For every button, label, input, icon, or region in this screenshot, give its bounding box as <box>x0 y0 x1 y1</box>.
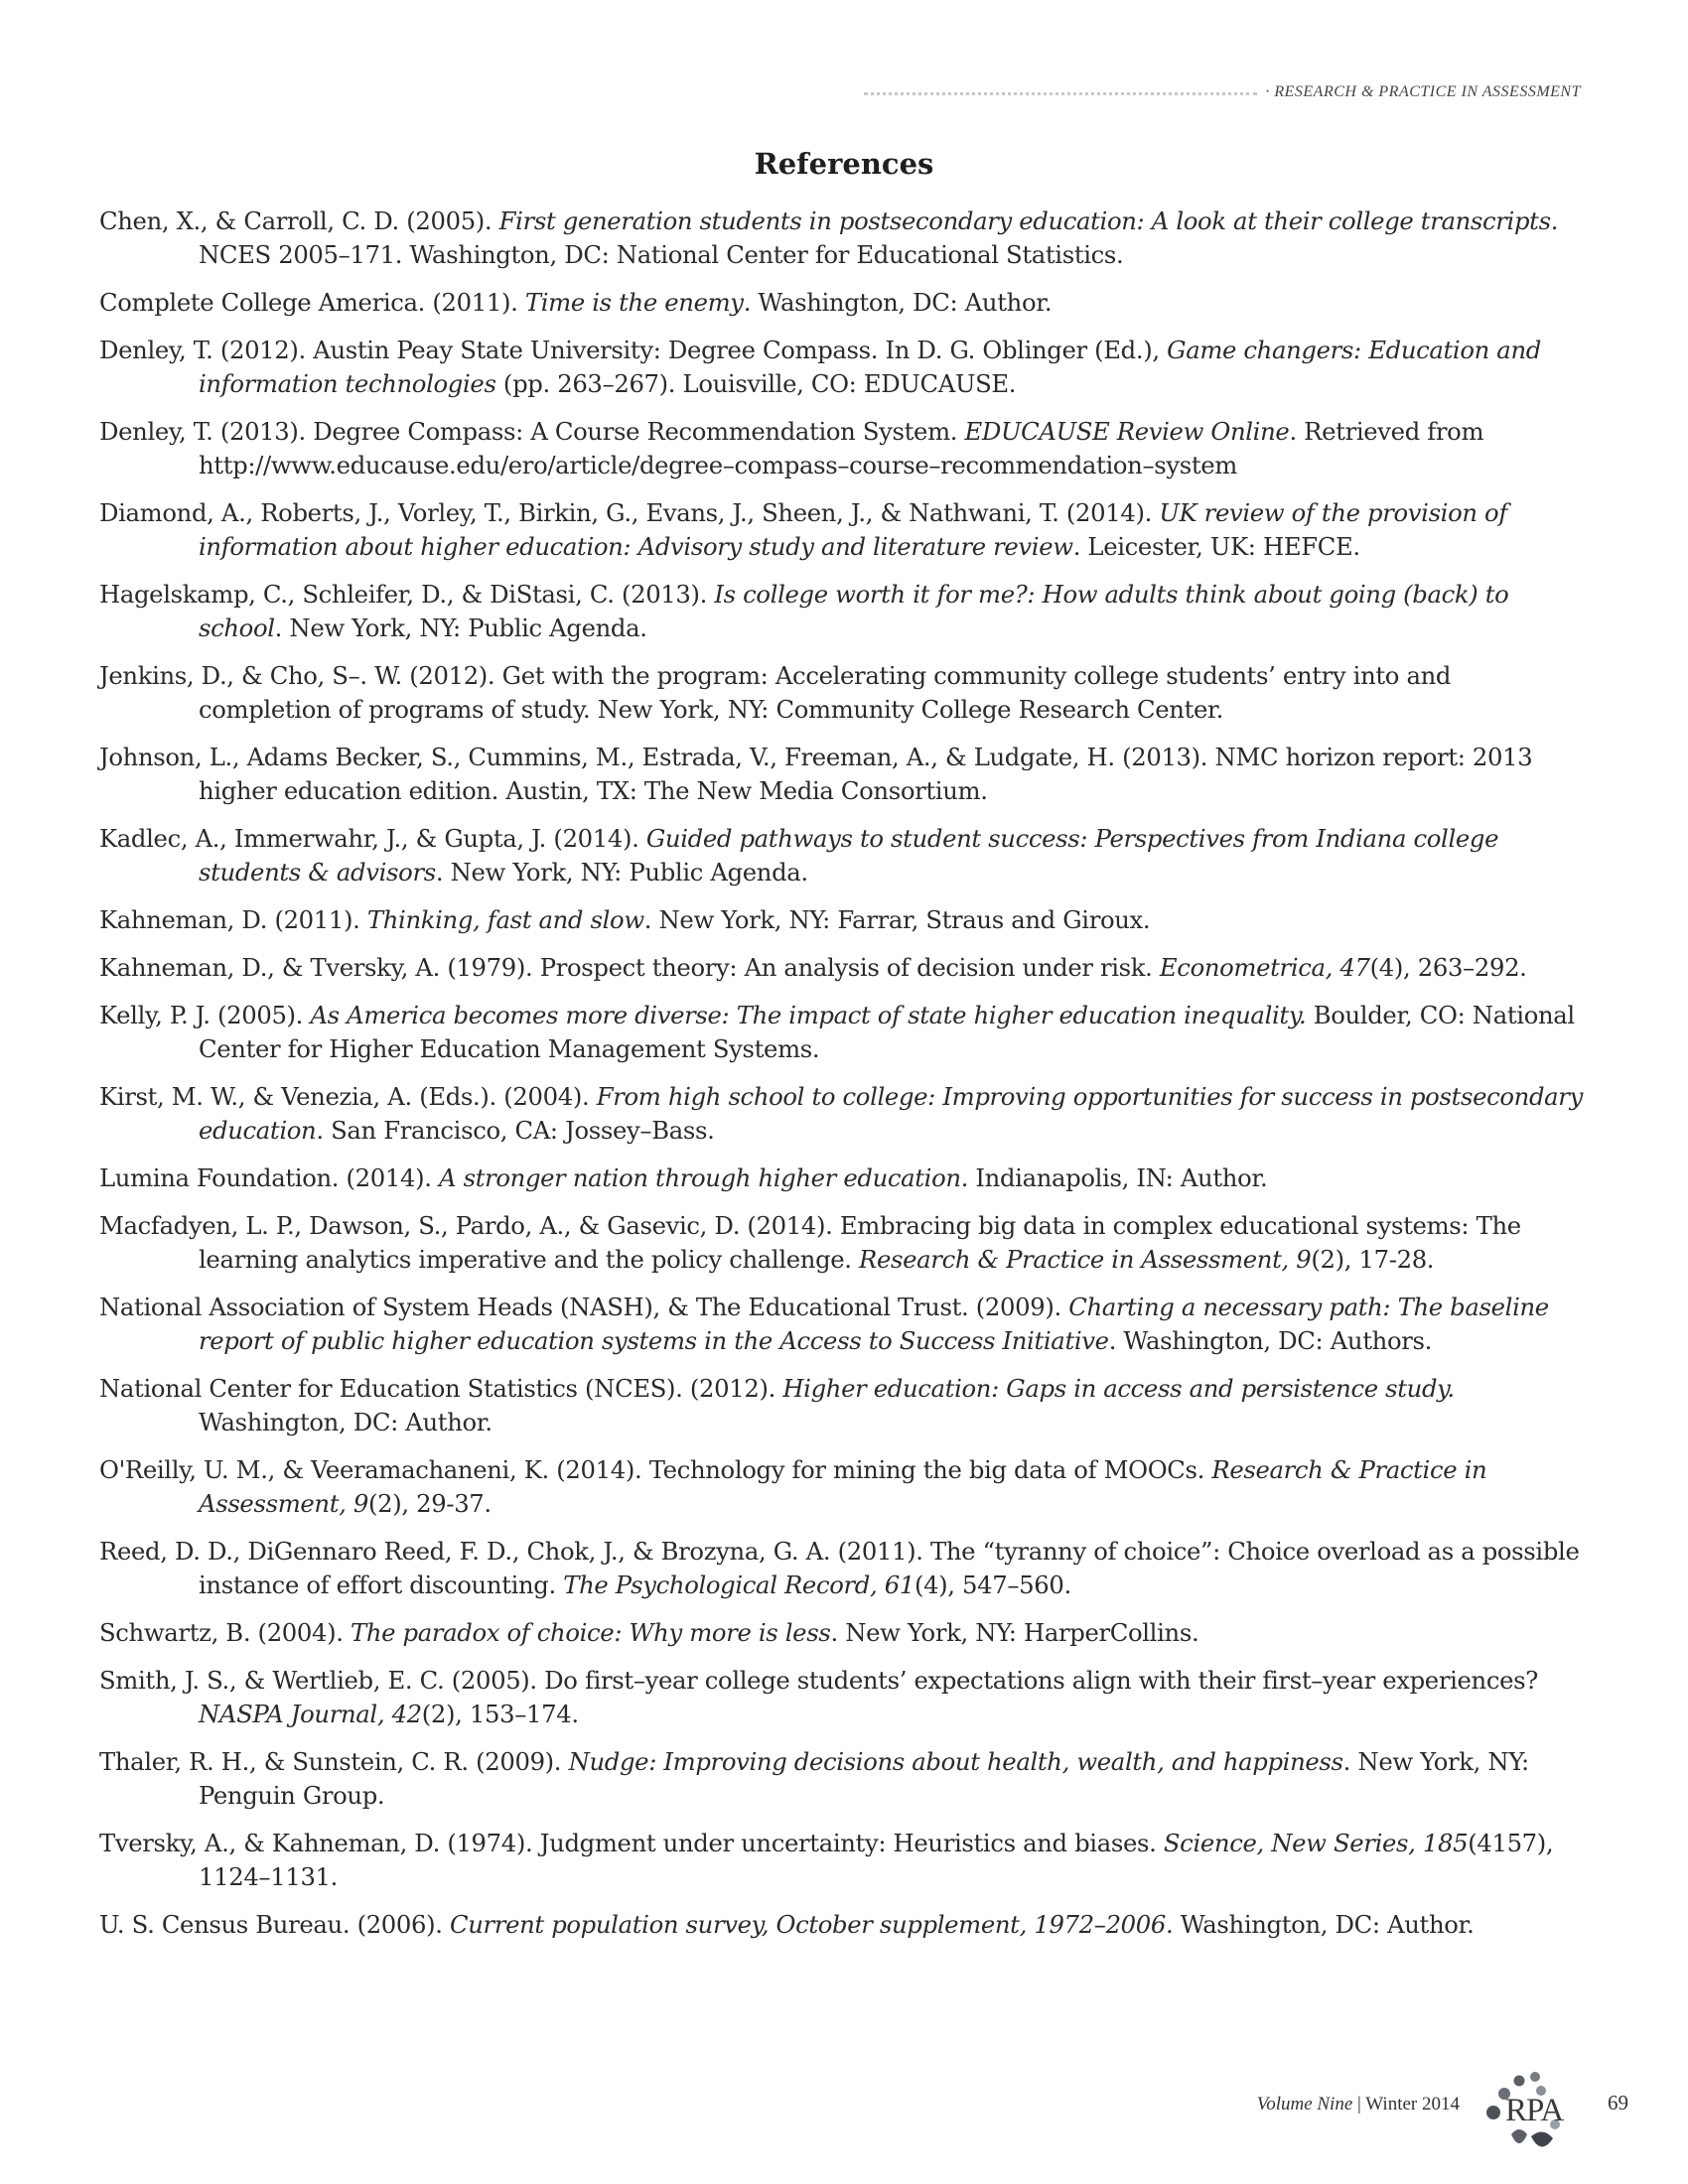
reference-text: . Washington, DC: Author. <box>743 288 1053 317</box>
reference-title: Econometrica, 47 <box>1159 953 1370 982</box>
reference-text: Denley, T. (2012). Austin Peay State University: Degree Compass. In D. G. Oblinger (Ed.), <box>99 336 1168 364</box>
reference-title: First generation students in postsecondary education: A look at their college transcripts. <box>498 206 1559 235</box>
reference-text: (2), 29-37. <box>368 1489 492 1518</box>
reference-text: . New York, NY: Penguin Group. <box>199 1747 1529 1810</box>
reference-title: UK review of the provision of information about higher education: Advisory study and literature review <box>199 498 1507 561</box>
reference-title: The Psychological Record, 61 <box>563 1570 914 1599</box>
reference-text: . Retrieved from http://www.educause.edu/ero/article/degree–compass–course–recommendation–system <box>199 417 1484 479</box>
reference-text: O'Reilly, U. M., & Veeramachaneni, K. (2014). Technology for mining the big data of MOOCs. <box>99 1455 1212 1484</box>
reference-title: Charting a necessary path: The baseline report of public higher education systems in the Access to Success Initiative <box>199 1293 1549 1355</box>
reference-text: Reed, D. D., DiGennaro Reed, F. D., Chok, J., & Brozyna, G. A. (2011). The “tyranny of choice”: Choice overload as a possible instance of effort discounting. <box>99 1537 1580 1599</box>
reference-entry <box>99 1745 1589 1813</box>
reference-title: Thinking, fast and slow <box>366 905 644 934</box>
reference-title: Time is the enemy <box>524 288 744 317</box>
rpa-logo <box>1481 2065 1571 2164</box>
reference-text: Thaler, R. H., & Sunstein, C. R. (2009). <box>99 1747 569 1776</box>
reference-entry <box>99 903 1589 937</box>
running-head-title: · RESEARCH & PRACTICE IN ASSESSMENT <box>1265 83 1581 100</box>
reference-text: Washington, DC: Author. <box>199 1408 492 1436</box>
reference-text: (2), 153–174. <box>421 1700 579 1728</box>
reference-text: Kirst, M. W., & Venezia, A. (Eds.). (2004). <box>99 1082 597 1111</box>
reference-text: Hagelskamp, C., Schleifer, D., & DiStasi, C. (2013). <box>99 580 715 609</box>
reference-entry <box>99 1161 1589 1195</box>
reference-text: . Washington, DC: Authors. <box>1108 1326 1432 1355</box>
reference-text: (pp. 263–267). Louisville, CO: EDUCAUSE. <box>495 369 1017 398</box>
reference-text: Kahneman, D., & Tversky, A. (1979). Prospect theory: An analysis of decision under risk. <box>99 953 1160 982</box>
reference-title: The paradox of choice: Why more is less <box>351 1618 831 1647</box>
reference-text: . New York, NY: Farrar, Straus and Giroux. <box>643 905 1151 934</box>
reference-text: Complete College America. (2011). <box>99 288 525 317</box>
reference-text: Denley, T. (2013). Degree Compass: A Course Recommendation System. <box>99 417 965 446</box>
reference-title: Guided pathways to student success: Perspectives from Indiana college students & advisors <box>199 824 1499 887</box>
reference-text: . New York, NY: Public Agenda. <box>274 614 647 642</box>
reference-entry <box>99 741 1589 808</box>
reference-entry <box>99 334 1589 401</box>
reference-entry <box>99 1664 1589 1731</box>
footer-volume: Volume Nine <box>1256 2094 1353 2115</box>
reference-text: Kadlec, A., Immerwahr, J., & Gupta, J. (2014). <box>99 824 646 853</box>
page-footer <box>1092 2065 1628 2164</box>
reference-title: Research & Practice in Assessment, 9 <box>859 1245 1312 1274</box>
reference-text: Jenkins, D., & Cho, S–. W. (2012). Get with the program: Accelerating community college students’ entry into and completion of programs of study. New York, NY: Community College Research Center. <box>99 661 1452 724</box>
reference-text: U. S. Census Bureau. (2006). <box>99 1910 451 1939</box>
reference-entry <box>99 822 1589 889</box>
reference-title: From high school to college: Improving opportunities for success in postsecondary education <box>199 1082 1583 1145</box>
reference-list <box>99 205 1589 1956</box>
footer-separator: | <box>1352 2094 1366 2115</box>
logo-text: RPA <box>1505 2093 1564 2128</box>
reference-text: Boulder, CO: National Center for Higher Education Management Systems. <box>199 1001 1575 1063</box>
reference-title: EDUCAUSE Review Online <box>964 417 1290 446</box>
footer-issue <box>1257 2094 1460 2116</box>
reference-text: Smith, J. S., & Wertlieb, E. C. (2005). Do first–year college students’ expectations align with their first–year experiences? <box>99 1666 1538 1695</box>
reference-entry <box>99 578 1589 645</box>
reference-entry <box>99 1616 1589 1650</box>
reference-text: (4157), 1124–1131. <box>199 1829 1554 1891</box>
reference-text: National Center for Education Statistics (NCES). (2012). <box>99 1374 783 1403</box>
reference-text: Schwartz, B. (2004). <box>99 1618 351 1647</box>
reference-entry <box>99 1291 1589 1358</box>
reference-text: (4), 263–292. <box>1369 953 1527 982</box>
reference-text: Kahneman, D. (2011). <box>99 905 367 934</box>
reference-title: Game changers: Education and information technologies <box>199 336 1541 398</box>
reference-entry <box>99 286 1589 320</box>
reference-text: . New York, NY: HarperCollins. <box>830 1618 1199 1647</box>
reference-entry <box>99 1827 1589 1894</box>
reference-text: Kelly, P. J. (2005). <box>99 1001 311 1029</box>
reference-entry <box>99 496 1589 564</box>
reference-text: (4), 547–560. <box>914 1570 1071 1599</box>
reference-entry <box>99 1908 1589 1942</box>
reference-text: . Washington, DC: Author. <box>1166 1910 1475 1939</box>
reference-entry <box>99 659 1589 727</box>
reference-entry <box>99 1080 1589 1148</box>
reference-entry <box>99 999 1589 1066</box>
reference-text: Diamond, A., Roberts, J., Vorley, T., Birkin, G., Evans, J., Sheen, J., & Nathwani, T. (2014). <box>99 498 1160 527</box>
reference-text: Macfadyen, L. P., Dawson, S., Pardo, A., & Gasevic, D. (2014). Embracing big data in complex educational systems: The learning analytics imperative and the policy challenge. <box>99 1211 1521 1274</box>
running-head <box>864 81 1581 103</box>
reference-title: As America becomes more diverse: The impact of state higher education inequality. <box>310 1001 1307 1029</box>
reference-title: Current population survey, October supplement, 1972–2006 <box>450 1910 1167 1939</box>
reference-text: . New York, NY: Public Agenda. <box>435 858 808 887</box>
reference-title: Is college worth it for me?: How adults think about going (back) to school <box>199 580 1509 642</box>
reference-entry <box>99 1372 1589 1439</box>
reference-text: . Leicester, UK: HEFCE. <box>1072 532 1360 561</box>
reference-title: Nudge: Improving decisions about health, wealth, and happiness <box>568 1747 1343 1776</box>
reference-text: Chen, X., & Carroll, C. D. (2005). <box>99 206 499 235</box>
reference-title: NASPA Journal, 42 <box>199 1700 422 1728</box>
reference-text: . San Francisco, CA: Jossey–Bass. <box>316 1116 715 1145</box>
reference-text: Johnson, L., Adams Becker, S., Cummins, M., Estrada, V., Freeman, A., & Ludgate, H. (2013). NMC horizon report: 2013 higher education edition. Austin, TX: The New Media Consortium. <box>99 743 1533 805</box>
reference-title: A stronger nation through higher education <box>439 1163 961 1192</box>
dotted-rule <box>864 92 1257 95</box>
reference-entry <box>99 951 1589 985</box>
reference-entry <box>99 1453 1589 1521</box>
reference-entry <box>99 415 1589 482</box>
page-title: References <box>754 147 934 181</box>
reference-entry <box>99 205 1589 272</box>
reference-title: Science, New Series, 185 <box>1163 1829 1469 1857</box>
reference-entry <box>99 1209 1589 1277</box>
page-number: 69 <box>1608 2091 1628 2115</box>
reference-text: Lumina Foundation. (2014). <box>99 1163 439 1192</box>
reference-title: Research & Practice in Assessment, 9 <box>199 1455 1487 1518</box>
reference-entry <box>99 1535 1589 1602</box>
footer-season: Winter 2014 <box>1365 2094 1460 2115</box>
reference-text: National Association of System Heads (NASH), & The Educational Trust. (2009). <box>99 1293 1069 1321</box>
reference-title: Higher education: Gaps in access and persistence study. <box>782 1374 1455 1403</box>
reference-text: NCES 2005–171. Washington, DC: National Center for Educational Statistics. <box>199 240 1124 269</box>
reference-text: Tversky, A., & Kahneman, D. (1974). Judgment under uncertainty: Heuristics and biases. <box>99 1829 1164 1857</box>
reference-text: . Indianapolis, IN: Author. <box>960 1163 1268 1192</box>
reference-text: (2), 17-28. <box>1311 1245 1435 1274</box>
